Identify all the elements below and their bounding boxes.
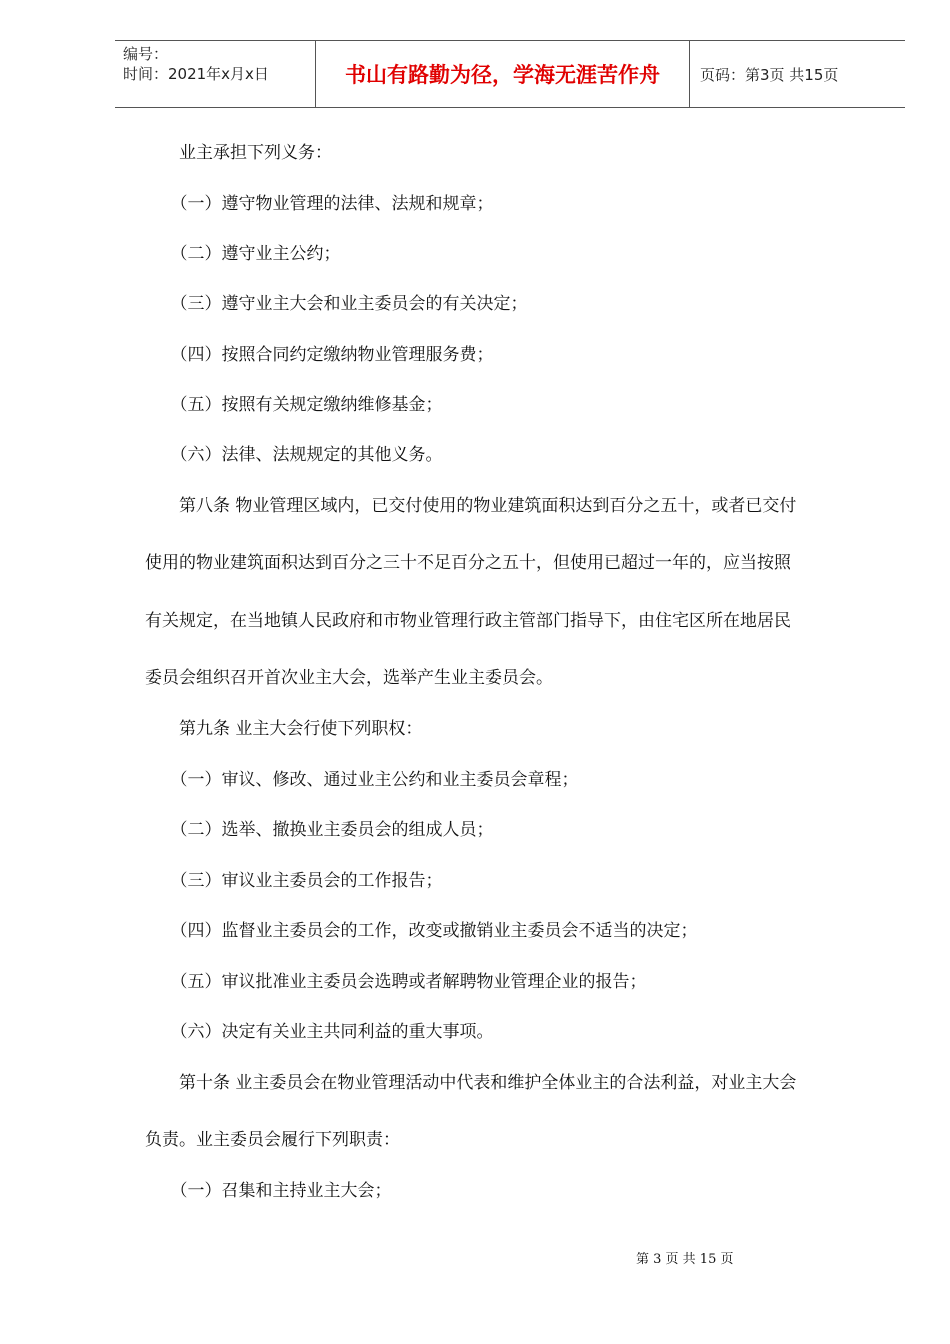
body-line: （四）按照合同约定缴纳物业管理服务费； bbox=[145, 345, 494, 365]
body-line: （五）审议批准业主委员会选聘或者解聘物业管理企业的报告； bbox=[145, 972, 647, 992]
header-page-info: 页码：第3页 共15页 bbox=[700, 65, 839, 84]
page-header bbox=[115, 40, 905, 108]
body-line: （四）监督业主委员会的工作，改变或撤销业主委员会不适当的决定； bbox=[145, 921, 698, 941]
body-line: （一）审议、修改、通过业主公约和业主委员会章程； bbox=[145, 770, 579, 790]
body-line: （一）召集和主持业主大会； bbox=[145, 1181, 392, 1201]
body-line: 使用的物业建筑面积达到百分之三十不足百分之五十，但使用已超过一年的，应当按照 bbox=[145, 553, 791, 573]
body-line: 业主承担下列义务： bbox=[145, 143, 332, 163]
body-line: （二）选举、撤换业主委员会的组成人员； bbox=[145, 820, 494, 840]
body-line: 第十条 业主委员会在物业管理活动中代表和维护全体业主的合法利益，对业主大会 bbox=[145, 1073, 797, 1093]
page-footer: 第 3 页 共 15 页 bbox=[636, 1252, 734, 1267]
body-line: （六）法律、法规规定的其他义务。 bbox=[145, 445, 443, 465]
document-time: 时间：2021年x月x日 bbox=[123, 65, 269, 83]
header-motto: 书山有路勤为径，学海无涯苦作舟 bbox=[316, 41, 690, 107]
header-meta bbox=[115, 41, 316, 107]
body-line: 负责。业主委员会履行下列职责： bbox=[145, 1130, 400, 1150]
body-line: （三）遵守业主大会和业主委员会的有关决定； bbox=[145, 294, 528, 314]
body-line: （六）决定有关业主共同利益的重大事项。 bbox=[145, 1022, 494, 1042]
body-line: （三）审议业主委员会的工作报告； bbox=[145, 871, 443, 891]
body-line: 有关规定，在当地镇人民政府和市物业管理行政主管部门指导下，由住宅区所在地居民 bbox=[145, 611, 791, 631]
body-line: 第八条 物业管理区域内，已交付使用的物业建筑面积达到百分之五十，或者已交付 bbox=[145, 496, 797, 516]
document-number: 编号： bbox=[123, 45, 169, 63]
body-line: （二）遵守业主公约； bbox=[145, 244, 341, 264]
body-line: （一）遵守物业管理的法律、法规和规章； bbox=[145, 194, 494, 214]
body-line: 委员会组织召开首次业主大会，选举产生业主委员会。 bbox=[145, 668, 553, 688]
body-line: （五）按照有关规定缴纳维修基金； bbox=[145, 395, 443, 415]
body-line: 第九条 业主大会行使下列职权： bbox=[145, 719, 423, 739]
